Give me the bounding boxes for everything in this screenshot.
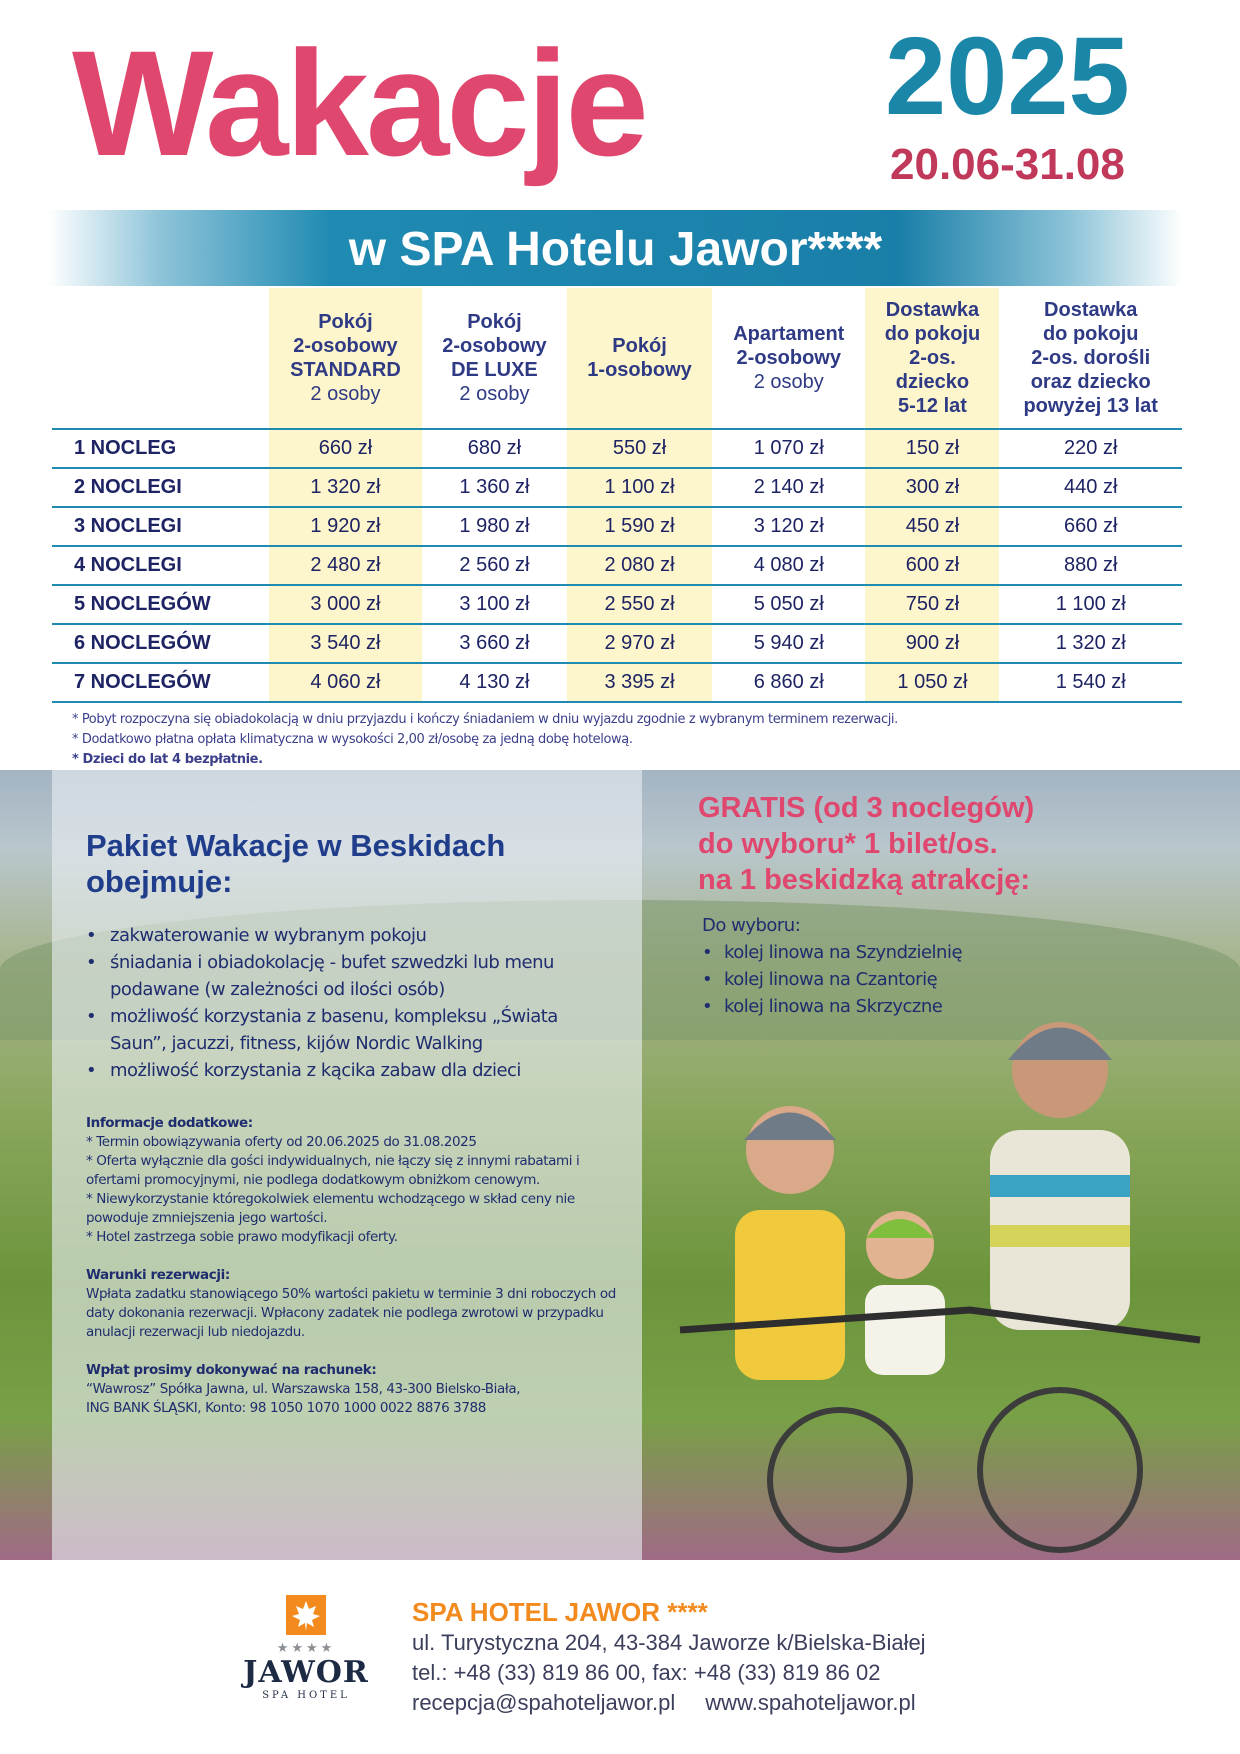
list-item: • kolej linowa na Szyndzielnię	[702, 939, 962, 966]
address: ul. Turystyczna 204, 43-384 Jaworze k/Bielska-Białej	[412, 1630, 926, 1655]
col-line: 1-osobowy	[587, 359, 692, 381]
price-cell: 440 zł	[999, 468, 1182, 507]
year-label: 2025	[885, 15, 1130, 138]
package-title-line: obejmuje:	[86, 864, 233, 899]
col-line: Dostawka	[885, 299, 980, 321]
row-label: 4 NOCLEGI	[52, 546, 269, 585]
price-cell: 300 zł	[865, 468, 999, 507]
price-table-body	[52, 429, 1182, 702]
price-cell: 880 zł	[999, 546, 1182, 585]
price-cell: 2 080 zł	[567, 546, 712, 585]
table-row	[52, 624, 1182, 663]
maple-leaf-icon	[286, 1595, 326, 1635]
col-line: Pokój	[318, 311, 373, 333]
price-cell: 6 860 zł	[712, 663, 865, 702]
attraction-choices	[702, 912, 962, 1020]
table-row	[52, 429, 1182, 468]
col-line: 2-osobowy	[736, 347, 841, 369]
info-item: * Hotel zastrzega sobie prawo modyfikacji oferty.	[86, 1229, 398, 1245]
col-line: 2-osobowy	[442, 335, 547, 357]
info-item: * Niewykorzystanie któregokolwiek elementu wchodzącego w skład ceny nie powoduje zmniejszenia jego wartości.	[86, 1191, 575, 1226]
price-cell: 1 070 zł	[712, 429, 865, 468]
price-cell: 5 940 zł	[712, 624, 865, 663]
col-single	[567, 288, 712, 429]
price-cell: 600 zł	[865, 546, 999, 585]
price-cell: 1 590 zł	[567, 507, 712, 546]
child-shirt-shape	[865, 1285, 945, 1375]
price-cell: 3 000 zł	[269, 585, 422, 624]
row-label: 7 NOCLEGÓW	[52, 663, 269, 702]
price-cell: 2 970 zł	[567, 624, 712, 663]
price-cell: 3 395 zł	[567, 663, 712, 702]
price-cell: 3 540 zł	[269, 624, 422, 663]
gratis-line: na 1 beskidzką atrakcję:	[698, 864, 1031, 896]
price-cell: 1 100 zł	[567, 468, 712, 507]
row-label: 6 NOCLEGÓW	[52, 624, 269, 663]
table-row	[52, 546, 1182, 585]
price-cell: 4 130 zł	[422, 663, 567, 702]
price-cell: 2 480 zł	[269, 546, 422, 585]
info-item: * Termin obowiązywania oferty od 20.06.2025 do 31.08.2025	[86, 1134, 477, 1150]
price-cell: 1 320 zł	[269, 468, 422, 507]
price-cell: 3 120 zł	[712, 507, 865, 546]
date-range: 20.06-31.08	[890, 140, 1125, 189]
price-cell: 2 140 zł	[712, 468, 865, 507]
table-row	[52, 663, 1182, 702]
gratis-line: GRATIS (od 3 noclegów)	[698, 792, 1035, 824]
gratis-line: do wyboru* 1 bilet/os.	[698, 828, 998, 860]
price-table-header	[52, 288, 1182, 429]
package-title-line: Pakiet Wakacje w Beskidach	[86, 828, 506, 863]
col-line: dziecko	[895, 371, 970, 393]
price-cell: 900 zł	[865, 624, 999, 663]
package-list	[86, 922, 606, 1084]
list-item: • kolej linowa na Skrzyczne	[702, 993, 962, 1020]
note: * Pobyt rozpoczyna się obiadokolacją w dniu przyjazdu i kończy śniadaniem w dniu wyjazdu zgodnie z wybranym terminem rezerwacji.	[72, 712, 898, 727]
banner-text: w SPA Hotelu Jawor****	[348, 223, 883, 276]
price-cell: 220 zł	[999, 429, 1182, 468]
price-cell: 1 100 zł	[999, 585, 1182, 624]
list-item: • kolej linowa na Czantorię	[702, 966, 962, 993]
price-cell: 450 zł	[865, 507, 999, 546]
woman-top-shape	[735, 1210, 845, 1380]
price-cell: 2 560 zł	[422, 546, 567, 585]
email-link[interactable]: recepcja@spahoteljawor.pl	[412, 1690, 676, 1715]
price-cell: 4 080 zł	[712, 546, 865, 585]
phone: tel.: +48 (33) 819 86 00, fax: +48 (33) 819 86 02	[412, 1660, 881, 1685]
payment-heading: Wpłat prosimy dokonywać na rachunek:	[86, 1362, 377, 1378]
row-label: 2 NOCLEGI	[52, 468, 269, 507]
col-line: 2-os.	[909, 347, 956, 369]
logo-stars: ★★★★	[276, 1640, 336, 1655]
list-item: • możliwość korzystania z basenu, kompleksu „Świata Saun”, jacuzzi, fitness, kijów Nordic Walking	[86, 1003, 606, 1057]
col-standard	[269, 288, 422, 429]
header-empty	[52, 288, 269, 429]
info-item: * Oferta wyłącznie dla gości indywidualnych, nie łączy się z innymi rabatami i ofertami promocyjnymi, nie podlega dodatkowym obniżkom cenowym.	[86, 1153, 580, 1188]
price-table	[52, 288, 1182, 703]
payment-line: “Wawrosz” Spółka Jawna, ul. Warszawska 158, 43-300 Bielsko-Biała,	[86, 1381, 521, 1397]
family-illustration	[640, 1000, 1240, 1560]
price-cell: 4 060 zł	[269, 663, 422, 702]
list-item: • możliwość korzystania z kącika zabaw dla dzieci	[86, 1057, 606, 1084]
col-line: STANDARD	[290, 359, 401, 381]
note: * Dodatkowo płatna opłata klimatyczna w wysokości 2,00 zł/osobę za jedną dobę hotelową.	[72, 732, 633, 747]
col-extra-child	[865, 288, 999, 429]
bike-wheel-shape	[980, 1390, 1140, 1550]
price-cell: 3 660 zł	[422, 624, 567, 663]
col-apartment	[712, 288, 865, 429]
man-helmet-shape	[1008, 1028, 1112, 1061]
reservation-heading: Warunki rezerwacji:	[86, 1267, 230, 1283]
row-label: 1 NOCLEG	[52, 429, 269, 468]
col-line: 2-osobowy	[293, 335, 398, 357]
price-cell: 2 550 zł	[567, 585, 712, 624]
row-label: 3 NOCLEGI	[52, 507, 269, 546]
price-cell: 660 zł	[269, 429, 422, 468]
table-row	[52, 585, 1182, 624]
col-sub: 2 osoby	[310, 383, 381, 405]
additional-info	[86, 1114, 626, 1437]
contact-info	[412, 1596, 926, 1718]
package-title	[86, 828, 505, 900]
note: * Dzieci do lat 4 bezpłatnie.	[72, 752, 263, 767]
stripe-shape	[990, 1225, 1130, 1247]
col-line: Pokój	[612, 335, 667, 357]
table-row	[52, 507, 1182, 546]
col-line: oraz dziecko	[1030, 371, 1151, 393]
reservation-text: Wpłata zadatku stanowiącego 50% wartości pakietu w terminie 3 dni roboczych od daty dokonania rezerwacji. Wpłacony zadatek nie podlega zwrotowi w przypadku anulacji rezerwacji lub niedojazdu.	[86, 1286, 616, 1340]
hotel-banner	[48, 210, 1183, 286]
price-cell: 150 zł	[865, 429, 999, 468]
col-deluxe	[422, 288, 567, 429]
page-title: Wakacje	[72, 19, 646, 187]
logo-name: JAWOR	[243, 1655, 369, 1690]
col-line: do pokoju	[884, 323, 981, 345]
stripe-shape	[990, 1175, 1130, 1197]
price-cell: 3 100 zł	[422, 585, 567, 624]
col-sub: 2 osoby	[753, 371, 824, 393]
table-row	[52, 468, 1182, 507]
price-cell: 550 zł	[567, 429, 712, 468]
price-cell: 660 zł	[999, 507, 1182, 546]
col-line: Pokój	[467, 311, 522, 333]
choice-label: Do wyboru:	[702, 915, 801, 936]
price-cell: 5 050 zł	[712, 585, 865, 624]
payment-line: ING BANK ŚLĄSKI, Konto: 98 1050 1070 1000 0022 8876 3788	[86, 1400, 486, 1416]
row-label: 5 NOCLEGÓW	[52, 585, 269, 624]
price-cell: 1 360 zł	[422, 468, 567, 507]
list-item: • śniadania i obiadokolację - bufet szwedzki lub menu podawane (w zależności od ilości osób)	[86, 949, 606, 1003]
col-line: powyżej 13 lat	[1023, 395, 1158, 417]
woman-helmet-shape	[744, 1113, 836, 1141]
price-cell: 750 zł	[865, 585, 999, 624]
website-link[interactable]: www.spahoteljawor.pl	[705, 1690, 916, 1715]
list-item: • zakwaterowanie w wybranym pokoju	[86, 922, 606, 949]
col-line: do pokoju	[1042, 323, 1139, 345]
price-cell: 680 zł	[422, 429, 567, 468]
col-sub: 2 osoby	[459, 383, 530, 405]
price-cell: 1 320 zł	[999, 624, 1182, 663]
col-line: DE LUXE	[451, 359, 538, 381]
price-cell: 1 920 zł	[269, 507, 422, 546]
hotel-logo	[236, 1595, 376, 1701]
price-cell: 1 980 zł	[422, 507, 567, 546]
price-notes	[72, 710, 898, 770]
info-heading: Informacje dodatkowe:	[86, 1115, 253, 1131]
col-extra-adult	[999, 288, 1182, 429]
col-line: Apartament	[733, 323, 845, 345]
logo-subtitle: SPA HOTEL	[262, 1690, 350, 1701]
col-line: 5-12 lat	[897, 395, 967, 417]
price-cell: 1 050 zł	[865, 663, 999, 702]
col-line: Dostawka	[1044, 299, 1138, 321]
bike-wheel-shape	[770, 1410, 910, 1550]
gratis-offer	[698, 790, 1034, 898]
price-cell: 1 540 zł	[999, 663, 1182, 702]
hotel-name: SPA HOTEL JAWOR ****	[412, 1597, 708, 1627]
col-line: 2-os. dorośli	[1031, 347, 1151, 369]
